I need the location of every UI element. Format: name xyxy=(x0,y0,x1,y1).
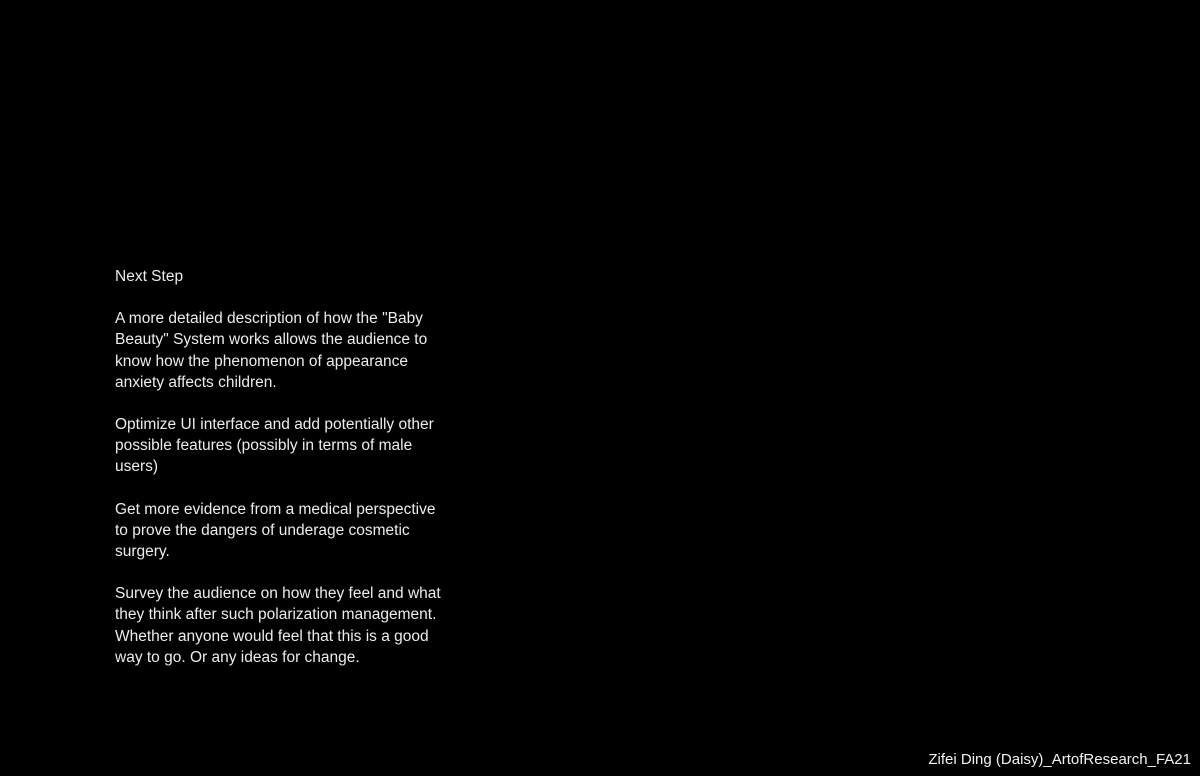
paragraph-survey: Survey the audience on how they feel and what they think after such polarization management. Whether anyone would feel that this is a good way to go. Or any ideas for change. xyxy=(115,585,441,666)
author-footer: Zifei Ding (Daisy)_ArtofResearch_FA21 xyxy=(928,751,1191,768)
next-step-section xyxy=(115,266,450,689)
paragraph-ui: Optimize UI interface and add potentially other possible features (possibly in terms of male users) xyxy=(115,416,434,476)
section-heading: Next Step xyxy=(115,268,184,285)
paragraph-description: A more detailed description of how the "Baby Beauty" System works allows the audience to know how the phenomenon of appearance anxiety affects children. xyxy=(115,310,428,391)
paragraph-evidence: Get more evidence from a medical perspective to prove the dangers of underage cosmetic surgery. xyxy=(115,500,436,561)
